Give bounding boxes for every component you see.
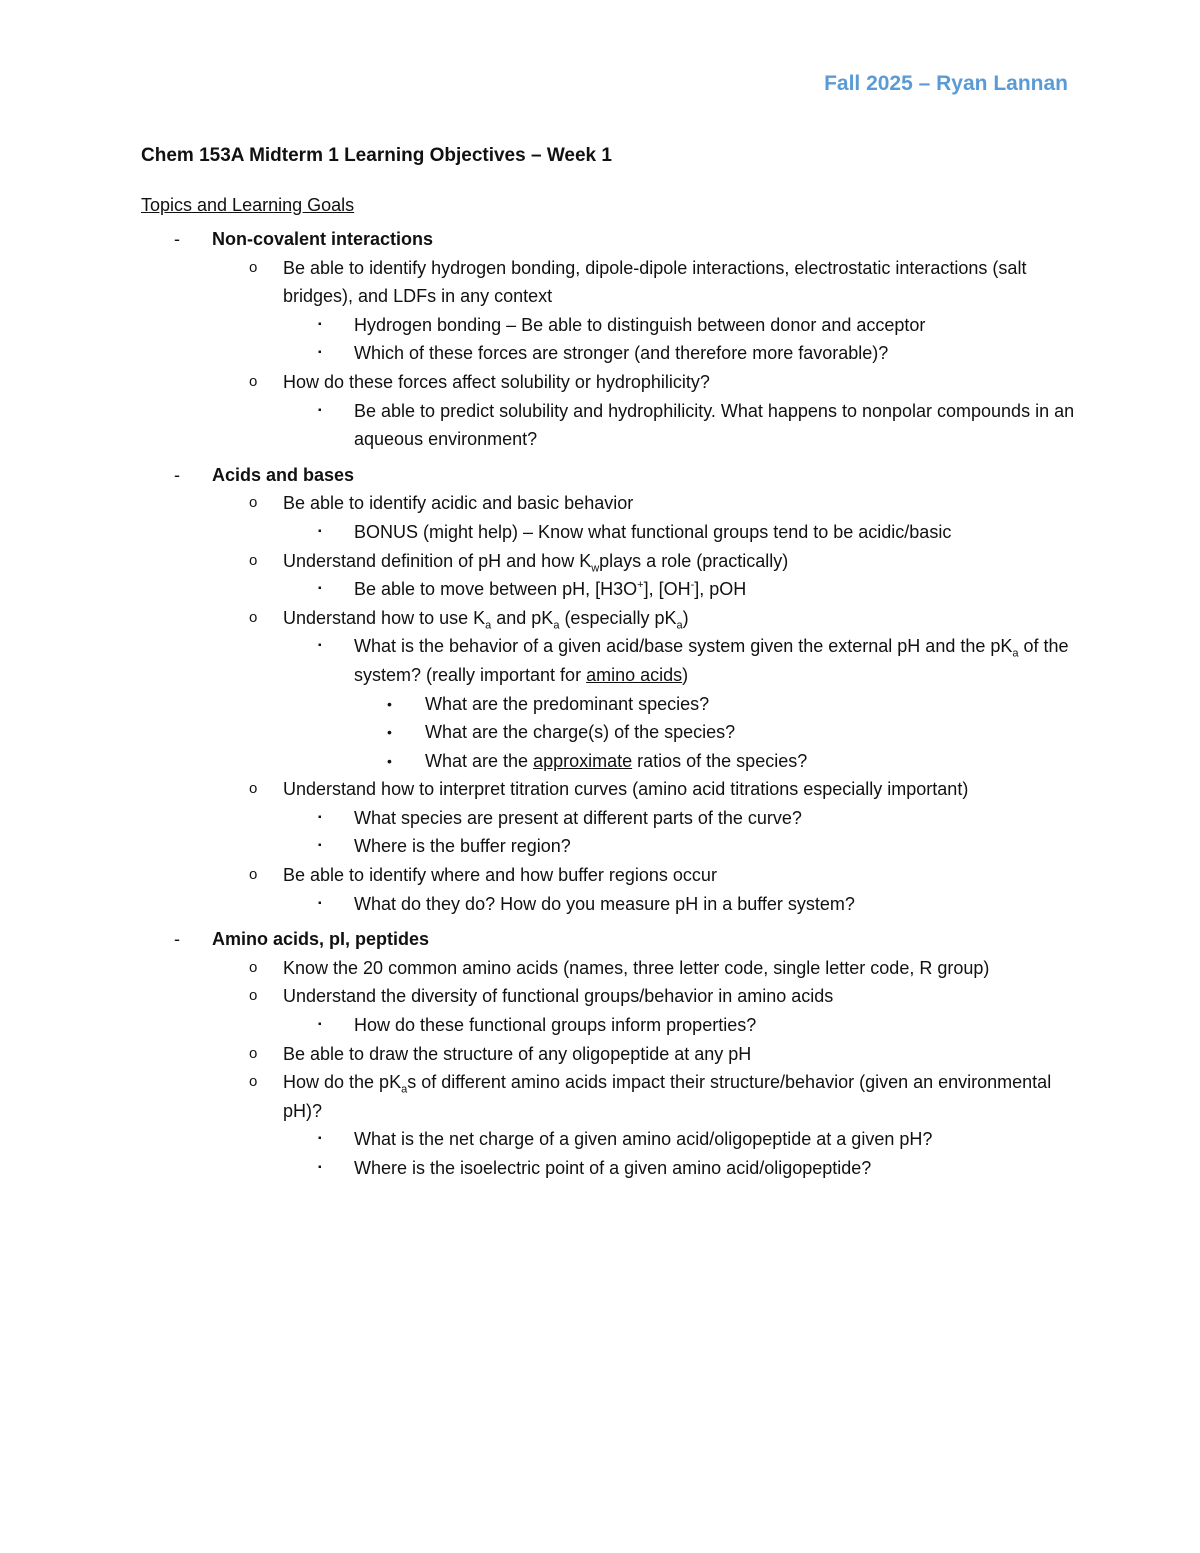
square-bullet: ▪ — [318, 1019, 322, 1031]
topic-heading: Acids and bases — [212, 464, 355, 485]
subobjective-list — [283, 311, 1091, 368]
dash-bullet: - — [174, 464, 180, 485]
dot-bullet: • — [387, 752, 392, 769]
topic-heading: Non-covalent interactions — [212, 229, 434, 249]
objective-item — [212, 254, 1091, 368]
subobjective-list — [283, 1011, 1091, 1040]
objective-item — [212, 489, 1091, 546]
detail-item — [354, 747, 1091, 776]
circle-bullet: o — [249, 372, 258, 390]
square-bullet: ▪ — [318, 1162, 322, 1173]
detail-text: What are the predominant species? — [425, 693, 710, 714]
objective-item — [212, 368, 1091, 454]
topic-list — [141, 225, 1091, 1183]
square-bullet: ▪ — [318, 897, 322, 909]
objective-text: Understand definition of pH and how $K_wplays$ a role (practically) — [283, 550, 789, 575]
subobjective-text: How do these functional groups inform properties? — [354, 1015, 757, 1036]
subobjective-text: Where is the buffer region? — [354, 836, 571, 857]
objective-item — [212, 1040, 1091, 1069]
document-title: Chem 153A Midterm 1 Learning Objectives – Week 1 — [141, 145, 612, 166]
subobjective-item — [283, 397, 1091, 454]
subobjective-list — [283, 575, 1091, 604]
document-body — [141, 142, 1091, 1183]
topic-item — [141, 925, 1091, 1182]
subobjective-text: Hydrogen bonding – Be able to distinguish between donor and acceptor — [354, 314, 926, 335]
square-bullet: ▪ — [318, 404, 322, 416]
detail-list — [354, 690, 1091, 776]
subobjective-item — [283, 890, 1091, 919]
objective-text: Be able to identify where and how buffer regions occur — [283, 865, 717, 886]
subobjective-text: Be able to predict solubility and hydrophilicity. What happens to nonpolar compounds in an aqueous environment? — [354, 400, 1075, 450]
subobjective-item — [283, 804, 1091, 833]
objective-item — [212, 861, 1091, 918]
subobjective-item — [283, 518, 1091, 547]
objective-item — [212, 547, 1091, 604]
objective-text: Understand the diversity of functional groups/behavior in amino acids — [283, 986, 834, 1007]
objective-text: Know the 20 common amino acids (names, three letter code, single letter code, R group) — [283, 957, 990, 978]
objective-item — [212, 604, 1091, 776]
detail-item — [354, 690, 1091, 719]
detail-text: What are the approximate ratios of the species? — [425, 750, 808, 771]
square-bullet: ▪ — [318, 811, 322, 823]
subobjective-item — [283, 832, 1091, 861]
circle-bullet: o — [249, 608, 258, 626]
detail-text: What are the charge(s) of the species? — [425, 722, 736, 743]
objective-text: Understand how to interpret titration curves (amino acid titrations especially important) — [283, 779, 969, 800]
subobjective-list — [283, 804, 1091, 861]
objective-text: Understand how to use $K_a$ and $pK_a$ (especially $pK_a$) — [283, 607, 689, 632]
objective-text: Be able to draw the structure of any oligopeptide at any pH — [283, 1043, 752, 1064]
subobjective-item — [283, 1011, 1091, 1040]
objective-item — [212, 982, 1091, 1039]
square-bullet: ▪ — [318, 1133, 322, 1145]
subobjective-item — [283, 1154, 1091, 1183]
square-bullet: ▪ — [318, 583, 322, 595]
section-heading: Topics and Learning Goals — [141, 195, 355, 215]
objective-item — [212, 1068, 1091, 1182]
subobjective-list — [283, 632, 1091, 775]
subobjective-text: BONUS (might help) – Know what functional groups tend to be acidic/basic — [354, 521, 952, 542]
square-bullet: ▪ — [318, 318, 322, 330]
circle-bullet: o — [249, 958, 258, 976]
objective-list — [212, 489, 1091, 918]
subobjective-text: What do they do? How do you measure pH in a buffer system? — [354, 893, 855, 914]
subobjective-text: Where is the isoelectric point of a given amino acid/oligopeptide? — [354, 1158, 872, 1178]
subobjective-list — [283, 397, 1091, 454]
dash-bullet: - — [174, 229, 180, 249]
subobjective-text: Which of these forces are stronger (and therefore more favorable)? — [354, 343, 889, 364]
dot-bullet: • — [387, 724, 392, 741]
objective-text: Be able to identify acidic and basic behavior — [283, 493, 634, 514]
subobjective-text: What species are present at different parts of the curve? — [354, 807, 802, 828]
subobjective-item — [283, 339, 1091, 368]
subobjective-item — [283, 575, 1091, 604]
objective-text: Be able to identify hydrogen bonding, dipole-dipole interactions, electrostatic interactions (salt bridges), and LDFs in any context — [283, 257, 1027, 307]
circle-bullet: o — [249, 551, 258, 569]
objective-item — [212, 775, 1091, 861]
subobjective-text: What is the net charge of a given amino acid/oligopeptide at a given pH? — [354, 1129, 933, 1150]
subobjective-text: Be able to move between pH, [H3O+], [OH-], pOH — [354, 579, 747, 600]
square-bullet: ▪ — [318, 840, 322, 852]
objective-item — [212, 954, 1091, 983]
subobjective-item — [283, 311, 1091, 340]
circle-bullet: o — [249, 866, 258, 884]
objective-text: How do these forces affect solubility or hydrophilicity? — [283, 371, 710, 392]
square-bullet: ▪ — [318, 525, 322, 537]
objective-list — [212, 954, 1091, 1183]
circle-bullet: o — [249, 780, 258, 798]
subobjective-text: What is the behavior of a given acid/base system given the external pH and the $pK_a$ of the system? (really important for amino acids) — [354, 636, 1069, 685]
subobjective-list — [283, 1125, 1091, 1182]
circle-bullet: o — [249, 987, 258, 1005]
topic-heading: Amino acids, pI, peptides — [212, 929, 430, 950]
circle-bullet: o — [249, 1073, 258, 1091]
square-bullet: ▪ — [318, 640, 322, 652]
topic-item — [141, 225, 1091, 454]
topic-item — [141, 461, 1091, 919]
square-bullet: ▪ — [318, 347, 322, 359]
objective-list — [212, 254, 1091, 454]
dot-bullet: • — [387, 695, 392, 712]
objective-text: How do the $pK_as$ of different amino acids impact their structure/behavior (given an environmental pH)? — [283, 1072, 1052, 1121]
subobjective-list — [283, 518, 1091, 547]
detail-item — [354, 718, 1091, 747]
circle-bullet: o — [249, 1044, 258, 1062]
circle-bullet: o — [249, 494, 258, 512]
circle-bullet: o — [249, 258, 258, 276]
subobjective-item — [283, 632, 1091, 775]
header-author-term: Fall 2025 – Ryan Lannan — [824, 72, 1068, 95]
subobjective-item — [283, 1125, 1091, 1154]
dash-bullet: - — [174, 929, 180, 950]
subobjective-list — [283, 890, 1091, 919]
